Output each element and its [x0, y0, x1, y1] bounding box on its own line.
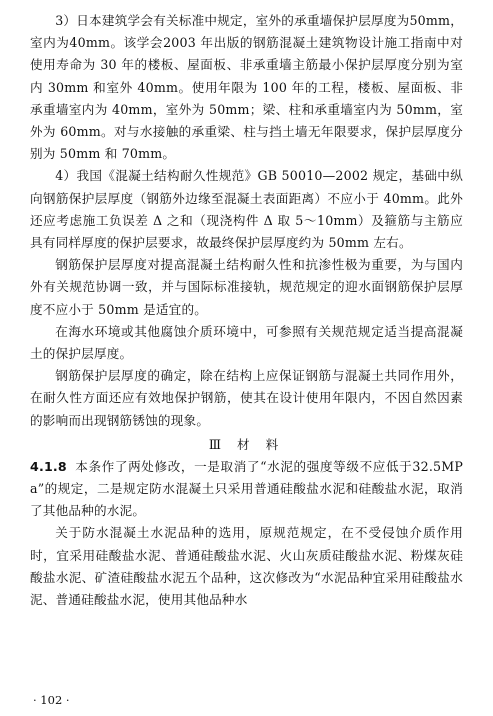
paragraph-seawater: 在海水环境或其他腐蚀介质环境中，可参照有关规范规定适当提高混凝土的保护层厚度。: [30, 323, 463, 362]
clause-number: 4.1.8: [30, 458, 67, 474]
clause-text: 本条作了两处修改，一是取消了“水泥的强度等级不应低于32.5MPa”的规定，二是规定防水混凝土只采用普通硅酸盐水泥和硅酸盐水泥，取消了其他品种的水泥。: [30, 458, 463, 519]
section-title: Ⅲ 材 料: [208, 436, 285, 452]
paragraph-cover-determination: 钢筋保护层厚度的确定，除在结构上应保证钢筋与混凝土共同作用外，在耐久性方面还应有效地保护钢筋，使其在设计使用年限内，不因自然因素的影响而出现钢筋锈蚀的现象。: [30, 368, 463, 428]
clause-paragraph: [30, 456, 463, 523]
paragraph-cover-importance: 钢筋保护层厚度对提高混凝土结构耐久性和抗渗性极为重要，为与国内外有关规范协调一致，并与国际标准接轨，规范规定的迎水面钢筋保护层厚度不应小于 50mm 是适宜的。: [30, 257, 463, 317]
paragraph-japan-standard: 3）日本建筑学会有关标准中规定，室外的承重墙保护层厚度为50mm，室内为40mm。该学会2003 年出版的钢筋混凝土建筑物设计施工指南中对使用寿命为 30 年的楼板、屋面板、非承重墙主筋最小保护层厚度分别为室内 30mm 和室外 40mm。使用年限为 100 年的工程，楼板、屋面板、非承重墙室内为 40mm，室外为 50mm；梁、柱和承重墙室内为 50mm，室外为 60mm。对与水接触的承重梁、柱与挡土墙无年限要求，保护层厚度分别为 50mm 和 70mm。: [30, 13, 463, 162]
page-number: · 102 ·: [33, 693, 70, 707]
paragraph-china-standard: 4）我国《混凝土结构耐久性规范》GB 50010—2002 规定，基础中纵向钢筋保护层厚度（钢筋外边缘至混凝土表面距离）不应小于 40mm。此外还应考虑施工负误差 Δ 之和（现浇构件 Δ 取 5～10mm）及箍筋与主筋应具有同样厚度的保护层要求，故最终保护层厚度约为 50mm 左右。: [30, 168, 463, 251]
paragraph-cement-selection: 关于防水混凝土水泥品种的选用，原规范规定，在不受侵蚀介质作用时，宜采用硅酸盐水泥、普通硅酸盐水泥、火山灰质硅酸盐水泥、粉煤灰硅酸盐水泥、矿渣硅酸盐水泥五个品种，这次修改为“水泥品种宜采用硅酸盐水泥、普通硅酸盐水泥，使用其他品种水: [30, 525, 463, 608]
